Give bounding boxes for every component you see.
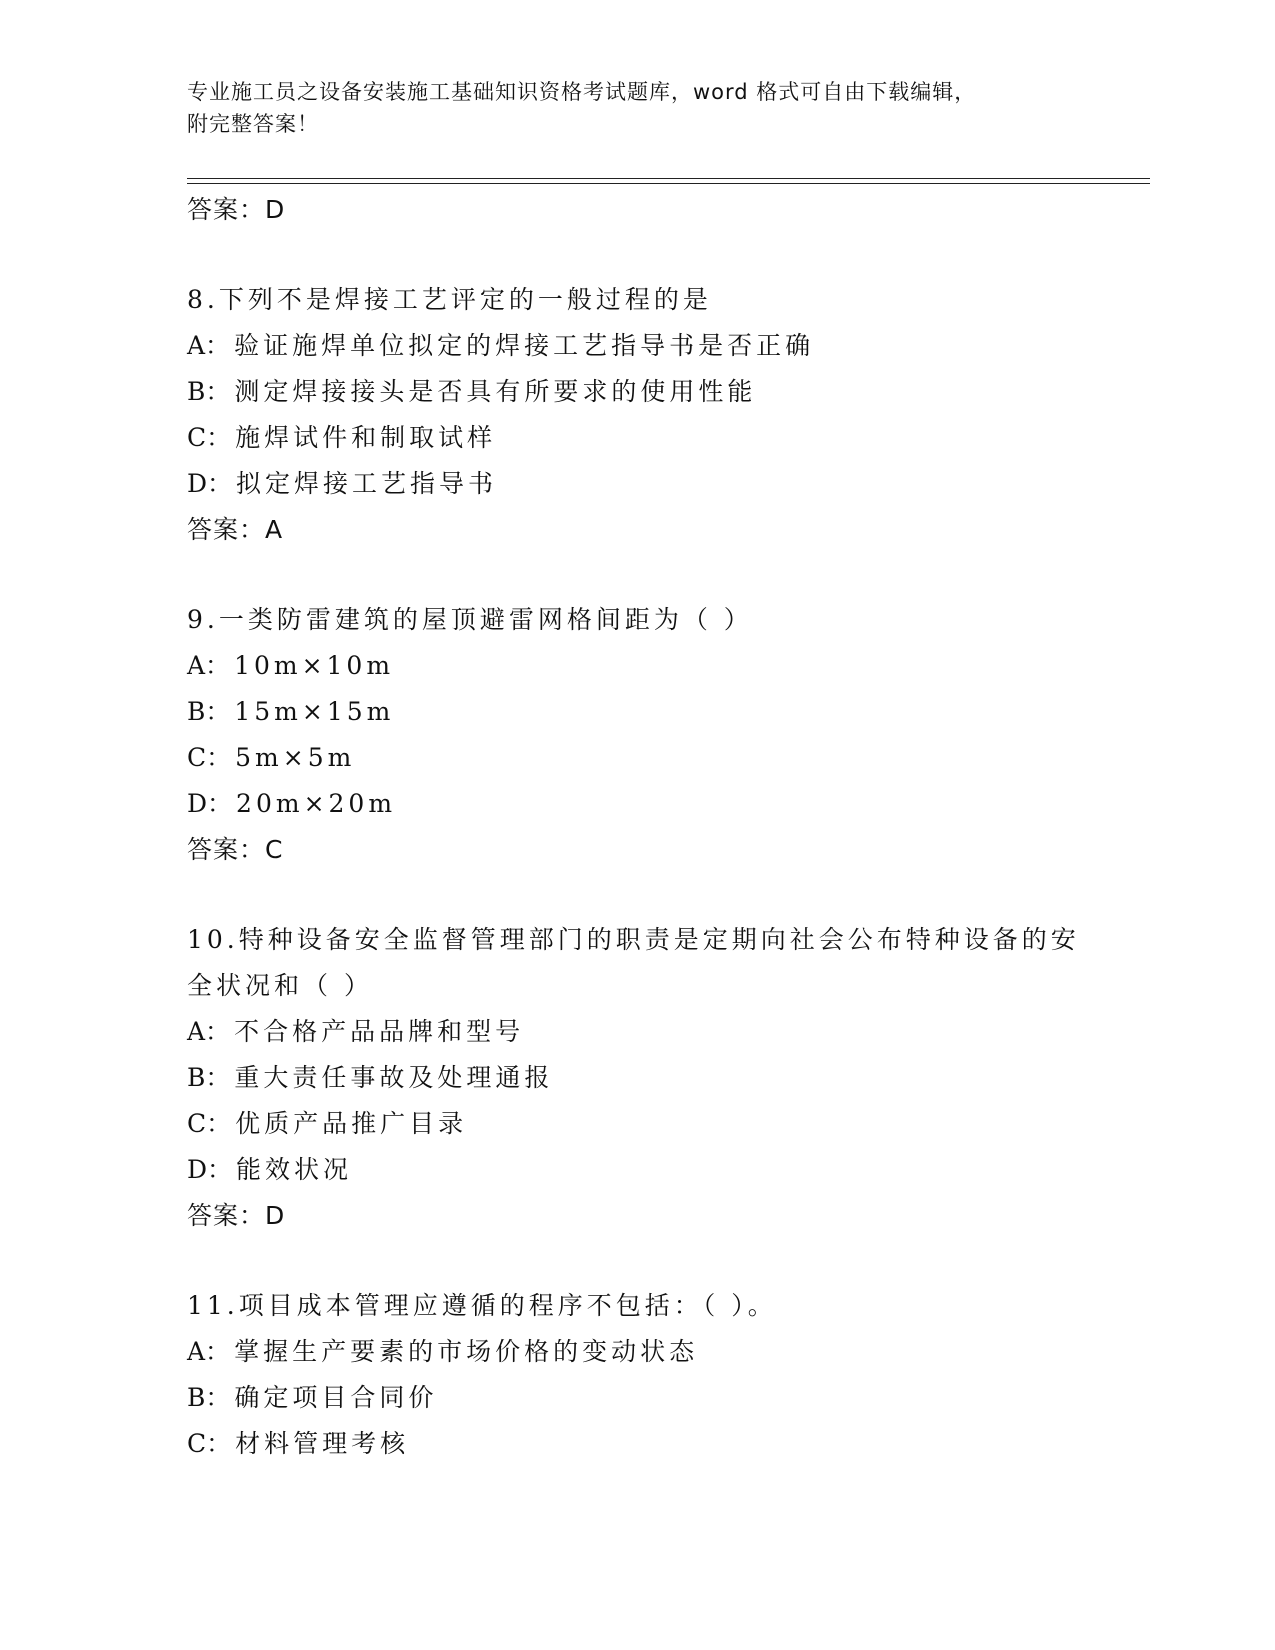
option-text: 拟定焊接工艺指导书 xyxy=(236,469,498,498)
option-b xyxy=(187,1375,1107,1421)
option-letter: B： xyxy=(187,1063,231,1092)
option-letter: C： xyxy=(187,743,232,772)
option-b xyxy=(187,369,1107,415)
option-c xyxy=(187,1101,1107,1147)
question-list xyxy=(187,187,1107,1467)
question-text: 11.项目成本管理应遵循的程序不包括：（ ）。 xyxy=(187,1291,777,1320)
option-letter: D： xyxy=(187,1155,233,1184)
option-text: 5m×5m xyxy=(235,743,356,772)
option-d xyxy=(187,461,1107,507)
question-text: 9.一类防雷建筑的屋顶避雷网格间距为（ ） xyxy=(187,605,753,634)
header-divider-top xyxy=(187,178,1150,179)
option-b xyxy=(187,689,1107,735)
question-block xyxy=(187,917,1107,1239)
header-divider-bottom xyxy=(187,183,1150,184)
header-line-2: 附完整答案！ xyxy=(187,112,319,136)
option-letter: B： xyxy=(187,377,231,406)
option-text: 材料管理考核 xyxy=(235,1429,410,1458)
question-block xyxy=(187,597,1107,873)
option-text: 15m×15m xyxy=(234,697,395,726)
header-line-1: 专业施工员之设备安装施工基础知识资格考试题库，word 格式可自由下载编辑， xyxy=(187,80,977,104)
option-text: 重大责任事故及处理通报 xyxy=(234,1063,554,1092)
option-letter: B： xyxy=(187,697,231,726)
answer-line: 答案：A xyxy=(187,515,284,544)
option-letter: C： xyxy=(187,423,232,452)
option-text: 能效状况 xyxy=(236,1155,353,1184)
question-text: 8.下列不是焊接工艺评定的一般过程的是 xyxy=(187,285,712,314)
option-c xyxy=(187,1421,1107,1467)
option-letter: A： xyxy=(187,1337,231,1366)
option-d xyxy=(187,1147,1107,1193)
option-d xyxy=(187,781,1107,827)
question-block xyxy=(187,277,1107,553)
option-letter: B： xyxy=(187,1383,231,1412)
option-text: 20m×20m xyxy=(236,789,397,818)
spacer xyxy=(187,553,1107,597)
option-text: 优质产品推广目录 xyxy=(235,1109,468,1138)
question-text: 10.特种设备安全监督管理部门的职责是定期向社会公布特种设备的安全状况和（ ） xyxy=(187,925,1080,1000)
option-letter: C： xyxy=(187,1109,232,1138)
option-letter: A： xyxy=(187,1017,231,1046)
option-letter: C： xyxy=(187,1429,232,1458)
option-a xyxy=(187,643,1107,689)
document-header xyxy=(187,76,1087,140)
spacer xyxy=(187,1239,1107,1283)
option-text: 不合格产品品牌和型号 xyxy=(234,1017,525,1046)
answer-line: 答案：D xyxy=(187,1201,286,1230)
answer-line: 答案：C xyxy=(187,835,284,864)
option-a xyxy=(187,1329,1107,1375)
option-text: 掌握生产要素的市场价格的变动状态 xyxy=(234,1337,699,1366)
option-letter: A： xyxy=(187,331,231,360)
option-b xyxy=(187,1055,1107,1101)
previous-answer: 答案：D xyxy=(187,195,286,224)
option-letter: D： xyxy=(187,469,233,498)
option-a xyxy=(187,1009,1107,1055)
option-c xyxy=(187,735,1107,781)
option-text: 确定项目合同价 xyxy=(234,1383,438,1412)
spacer xyxy=(187,233,1107,277)
option-c xyxy=(187,415,1107,461)
option-letter: A： xyxy=(187,651,231,680)
option-text: 测定焊接接头是否具有所要求的使用性能 xyxy=(234,377,757,406)
option-letter: D： xyxy=(187,789,233,818)
option-a xyxy=(187,323,1107,369)
spacer xyxy=(187,873,1107,917)
option-text: 10m×10m xyxy=(234,651,395,680)
option-text: 施焊试件和制取试样 xyxy=(235,423,497,452)
question-block xyxy=(187,1283,1107,1467)
option-text: 验证施焊单位拟定的焊接工艺指导书是否正确 xyxy=(234,331,815,360)
